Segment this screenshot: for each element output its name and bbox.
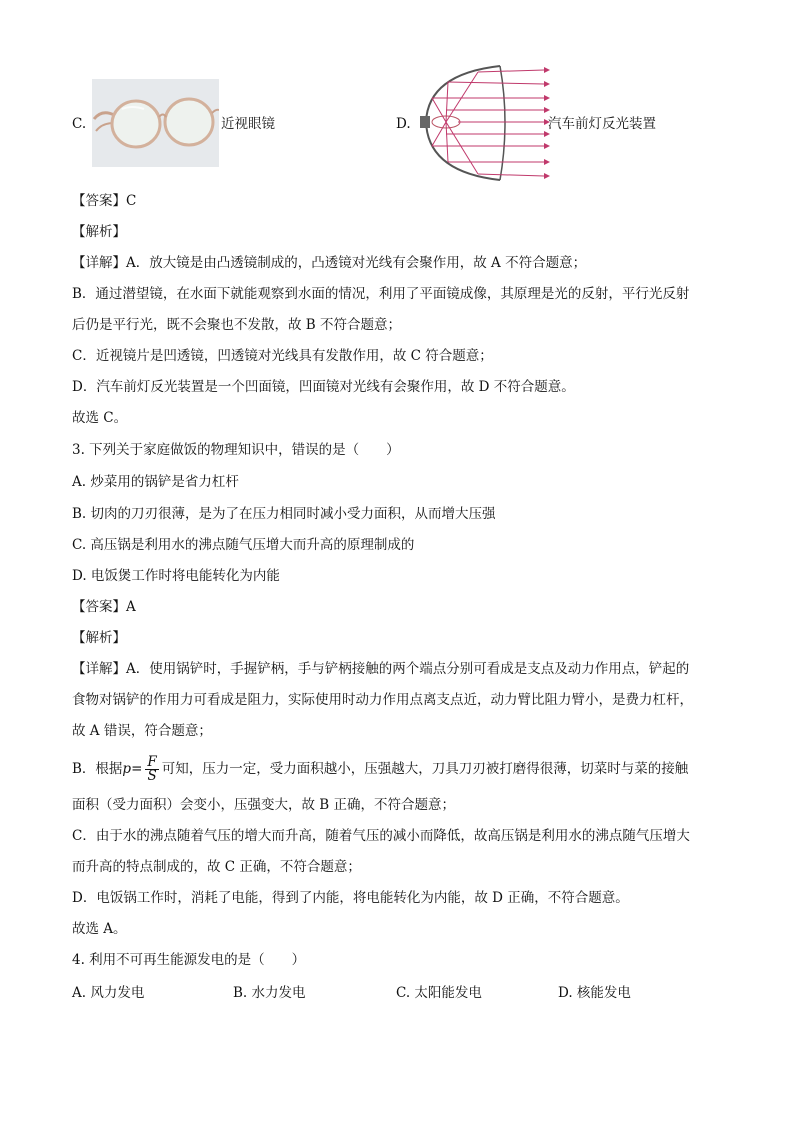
- headlight-reflector-diagram: [418, 64, 554, 184]
- q3-answer: 【答案】A: [72, 599, 136, 615]
- q2-detail-line: C．近视镜片是凹透镜，凹透镜对光线具有发散作用，故 C 符合题意；: [72, 348, 493, 364]
- q4-option-c: C. 太阳能发电: [396, 985, 482, 1001]
- q3-option-a: A. 炒菜用的锅铲是省力杠杆: [72, 474, 239, 490]
- formula-eq: =: [131, 761, 143, 777]
- q2-detail-line: D．汽车前灯反光装置是一个凹面镜，凹面镜对光线有会聚作用，故 D 不符合题意。: [72, 379, 575, 395]
- q2-detail-line: 【详解】A．放大镜是由凸透镜制成的，凸透镜对光线有会聚作用，故 A 不符合题意；: [72, 255, 587, 271]
- q3-detail-a3: 故 A 错误，符合题意；: [72, 723, 212, 739]
- q4-question: 4. 利用不可再生能源发电的是（ ）: [72, 952, 306, 968]
- q3-detail-a1: 【详解】A．使用锅铲时，手握铲柄，手与铲柄接触的两个端点分别可看成是支点及动力作用点，铲起的: [72, 661, 690, 677]
- option-c-letter: C.: [72, 116, 87, 132]
- q4-option-b: B. 水力发电: [233, 985, 306, 1001]
- q4-option-a: A. 风力发电: [72, 985, 145, 1001]
- reflector-icon: [418, 64, 554, 184]
- q2-answer: 【答案】C: [72, 193, 137, 209]
- myopia-glasses-image: [92, 79, 219, 167]
- q3-analysis-heading: 【解析】: [72, 630, 126, 646]
- option-d-caption: 汽车前灯反光装置: [548, 116, 656, 132]
- q3-detail-b2: 面积（受力面积）会变小，压强变大，故 B 正确，不符合题意；: [72, 797, 456, 813]
- q4-option-d: D. 核能发电: [558, 985, 631, 1001]
- pressure-formula: [145, 756, 158, 783]
- q3-detail-b1: [72, 752, 688, 786]
- q3-detail-c1: C．由于水的沸点随着气压的增大而升高，随着气压的减小而降低，故高压锅是利用水的沸点随气压增大: [72, 828, 690, 844]
- q3-question: 3. 下列关于家庭做饭的物理知识中，错误的是（ ）: [72, 442, 400, 458]
- q3-detail-d: D．电饭锅工作时，消耗了电能，得到了内能，将电能转化为内能，故 D 正确，不符合题意。: [72, 890, 629, 906]
- q3-detail-b-prefix: B．根据: [72, 761, 123, 777]
- q3-conclusion: 故选 A。: [72, 921, 127, 937]
- q3-detail-c2: 而升高的特点制成的，故 C 正确，不符合题意；: [72, 859, 361, 875]
- q2-conclusion: 故选 C。: [72, 410, 128, 426]
- glasses-icon: [92, 79, 219, 167]
- formula-lhs: p: [122, 761, 132, 777]
- q2-detail-line: 后仍是平行光，既不会聚也不发散，故 B 不符合题意；: [72, 317, 402, 333]
- q3-option-b: B. 切肉的刀刃很薄，是为了在压力相同时减小受力面积，从而增大压强: [72, 506, 496, 522]
- q3-detail-a2: 食物对锅铲的作用力可看成是阻力，实际使用时动力作用点离支点近，动力臂比阻力臂小，是费力杠杆，: [72, 692, 693, 708]
- formula-numerator: F: [147, 754, 157, 770]
- option-d-letter: D.: [396, 116, 411, 132]
- q3-option-d: D. 电饭煲工作时将电能转化为内能: [72, 568, 280, 584]
- option-c-caption: 近视眼镜: [221, 116, 275, 132]
- q2-detail-line: B．通过潜望镜，在水面下就能观察到水面的情况，利用了平面镜成像，其原理是光的反射，平行光反射: [72, 286, 690, 302]
- formula-denominator: S: [147, 768, 157, 784]
- q3-detail-b-suffix: 可知，压力一定，受力面积越小，压强越大，刀具刀刃被打磨得很薄，切菜时与菜的接触: [161, 761, 689, 777]
- q2-analysis-heading: 【解析】: [72, 224, 126, 240]
- q3-option-c: C. 高压锅是利用水的沸点随气压增大而升高的原理制成的: [72, 537, 415, 553]
